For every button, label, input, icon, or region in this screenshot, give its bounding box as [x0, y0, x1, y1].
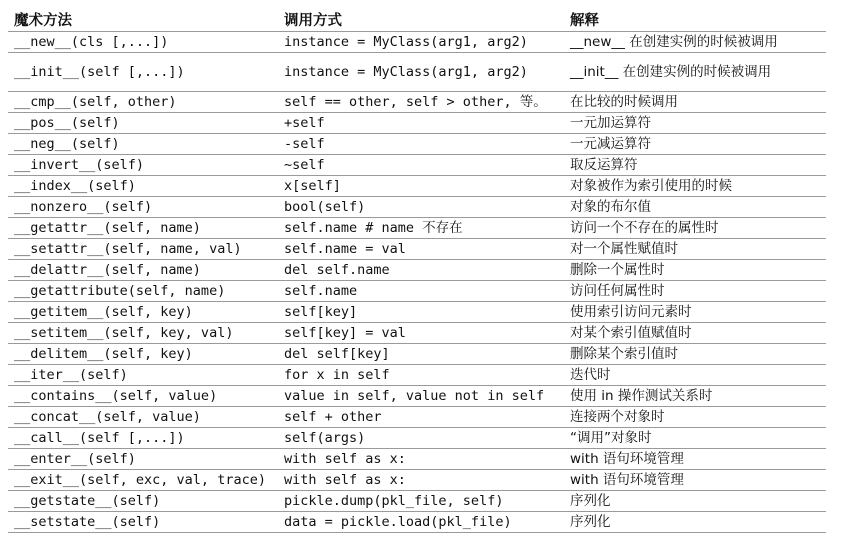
method-cell: __enter__(self) — [8, 449, 278, 470]
desc-cell: 使用 in 操作测试关系时 — [564, 386, 826, 407]
call-cell: self[key] — [278, 302, 564, 323]
desc-cell: 取反运算符 — [564, 155, 826, 176]
call-cell: del self.name — [278, 260, 564, 281]
desc-cell: 一元加运算符 — [564, 113, 826, 134]
desc-cell: 迭代时 — [564, 365, 826, 386]
desc-cell: __init__ 在创建实例的时候被调用 — [564, 53, 826, 92]
desc-cell: 访问一个不存在的属性时 — [564, 218, 826, 239]
table-row — [8, 260, 826, 281]
method-cell: __setattr__(self, name, val) — [8, 239, 278, 260]
method-cell: __call__(self [,...]) — [8, 428, 278, 449]
table-row — [8, 239, 826, 260]
method-cell: __getitem__(self, key) — [8, 302, 278, 323]
table-header-row — [8, 7, 826, 32]
call-cell: pickle.dump(pkl_file, self) — [278, 491, 564, 512]
header-call-style: 调用方式 — [278, 7, 564, 32]
table-row — [8, 449, 826, 470]
table-row — [8, 512, 826, 533]
call-cell: self.name — [278, 281, 564, 302]
method-cell: __setitem__(self, key, val) — [8, 323, 278, 344]
call-cell: ~self — [278, 155, 564, 176]
method-cell: __index__(self) — [8, 176, 278, 197]
call-cell: +self — [278, 113, 564, 134]
desc-cell: 一元减运算符 — [564, 134, 826, 155]
table-row — [8, 365, 826, 386]
call-cell: self + other — [278, 407, 564, 428]
desc-cell: __new__ 在创建实例的时候被调用 — [564, 32, 826, 53]
call-cell: value in self, value not in self — [278, 386, 564, 407]
call-cell: del self[key] — [278, 344, 564, 365]
desc-cell: 对某个索引值赋值时 — [564, 323, 826, 344]
desc-cell: 对象被作为索引使用的时候 — [564, 176, 826, 197]
call-cell: x[self] — [278, 176, 564, 197]
table-row — [8, 302, 826, 323]
desc-cell: 使用索引访问元素时 — [564, 302, 826, 323]
desc-cell: 对象的布尔值 — [564, 197, 826, 218]
method-cell: __pos__(self) — [8, 113, 278, 134]
method-cell: __iter__(self) — [8, 365, 278, 386]
call-cell: for x in self — [278, 365, 564, 386]
call-cell: self.name # name 不存在 — [278, 218, 564, 239]
table-row — [8, 323, 826, 344]
table-row — [8, 134, 826, 155]
method-cell: __setstate__(self) — [8, 512, 278, 533]
method-cell: __getattribute(self, name) — [8, 281, 278, 302]
table-row — [8, 113, 826, 134]
desc-cell: with 语句环境管理 — [564, 470, 826, 491]
call-cell: self[key] = val — [278, 323, 564, 344]
table-row — [8, 92, 826, 113]
call-cell: data = pickle.load(pkl_file) — [278, 512, 564, 533]
magic-methods-table — [8, 7, 826, 533]
desc-cell: 序列化 — [564, 512, 826, 533]
call-cell: bool(self) — [278, 197, 564, 218]
call-cell: self(args) — [278, 428, 564, 449]
method-cell: __delitem__(self, key) — [8, 344, 278, 365]
table-row — [8, 281, 826, 302]
method-cell: __delattr__(self, name) — [8, 260, 278, 281]
desc-cell: “调用”对象时 — [564, 428, 826, 449]
desc-cell: with 语句环境管理 — [564, 449, 826, 470]
method-cell: __getattr__(self, name) — [8, 218, 278, 239]
table-body — [8, 32, 826, 533]
method-cell: __concat__(self, value) — [8, 407, 278, 428]
method-cell: __nonzero__(self) — [8, 197, 278, 218]
table-row — [8, 176, 826, 197]
header-magic-method: 魔术方法 — [8, 7, 278, 32]
header-explanation: 解释 — [564, 7, 826, 32]
table-row — [8, 470, 826, 491]
call-cell: with self as x: — [278, 449, 564, 470]
table-row — [8, 386, 826, 407]
method-cell: __getstate__(self) — [8, 491, 278, 512]
table-row — [8, 155, 826, 176]
call-cell: with self as x: — [278, 470, 564, 491]
call-cell: self.name = val — [278, 239, 564, 260]
method-cell: __neg__(self) — [8, 134, 278, 155]
table-row — [8, 32, 826, 53]
method-cell: __init__(self [,...]) — [8, 53, 278, 92]
method-cell: __invert__(self) — [8, 155, 278, 176]
desc-cell: 对一个属性赋值时 — [564, 239, 826, 260]
table-row — [8, 407, 826, 428]
table-row — [8, 53, 826, 92]
method-cell: __cmp__(self, other) — [8, 92, 278, 113]
call-cell: -self — [278, 134, 564, 155]
desc-cell: 在比较的时候调用 — [564, 92, 826, 113]
method-cell: __new__(cls [,...]) — [8, 32, 278, 53]
call-cell: instance = MyClass(arg1, arg2) — [278, 32, 564, 53]
call-cell: self == other, self > other, 等。 — [278, 92, 564, 113]
method-cell: __exit__(self, exc, val, trace) — [8, 470, 278, 491]
desc-cell: 删除一个属性时 — [564, 260, 826, 281]
desc-cell: 删除某个索引值时 — [564, 344, 826, 365]
call-cell: instance = MyClass(arg1, arg2) — [278, 53, 564, 92]
method-cell: __contains__(self, value) — [8, 386, 278, 407]
desc-cell: 序列化 — [564, 491, 826, 512]
table-row — [8, 218, 826, 239]
table-row — [8, 428, 826, 449]
desc-cell: 访问任何属性时 — [564, 281, 826, 302]
desc-cell: 连接两个对象时 — [564, 407, 826, 428]
table-row — [8, 344, 826, 365]
table-row — [8, 491, 826, 512]
table-row — [8, 197, 826, 218]
